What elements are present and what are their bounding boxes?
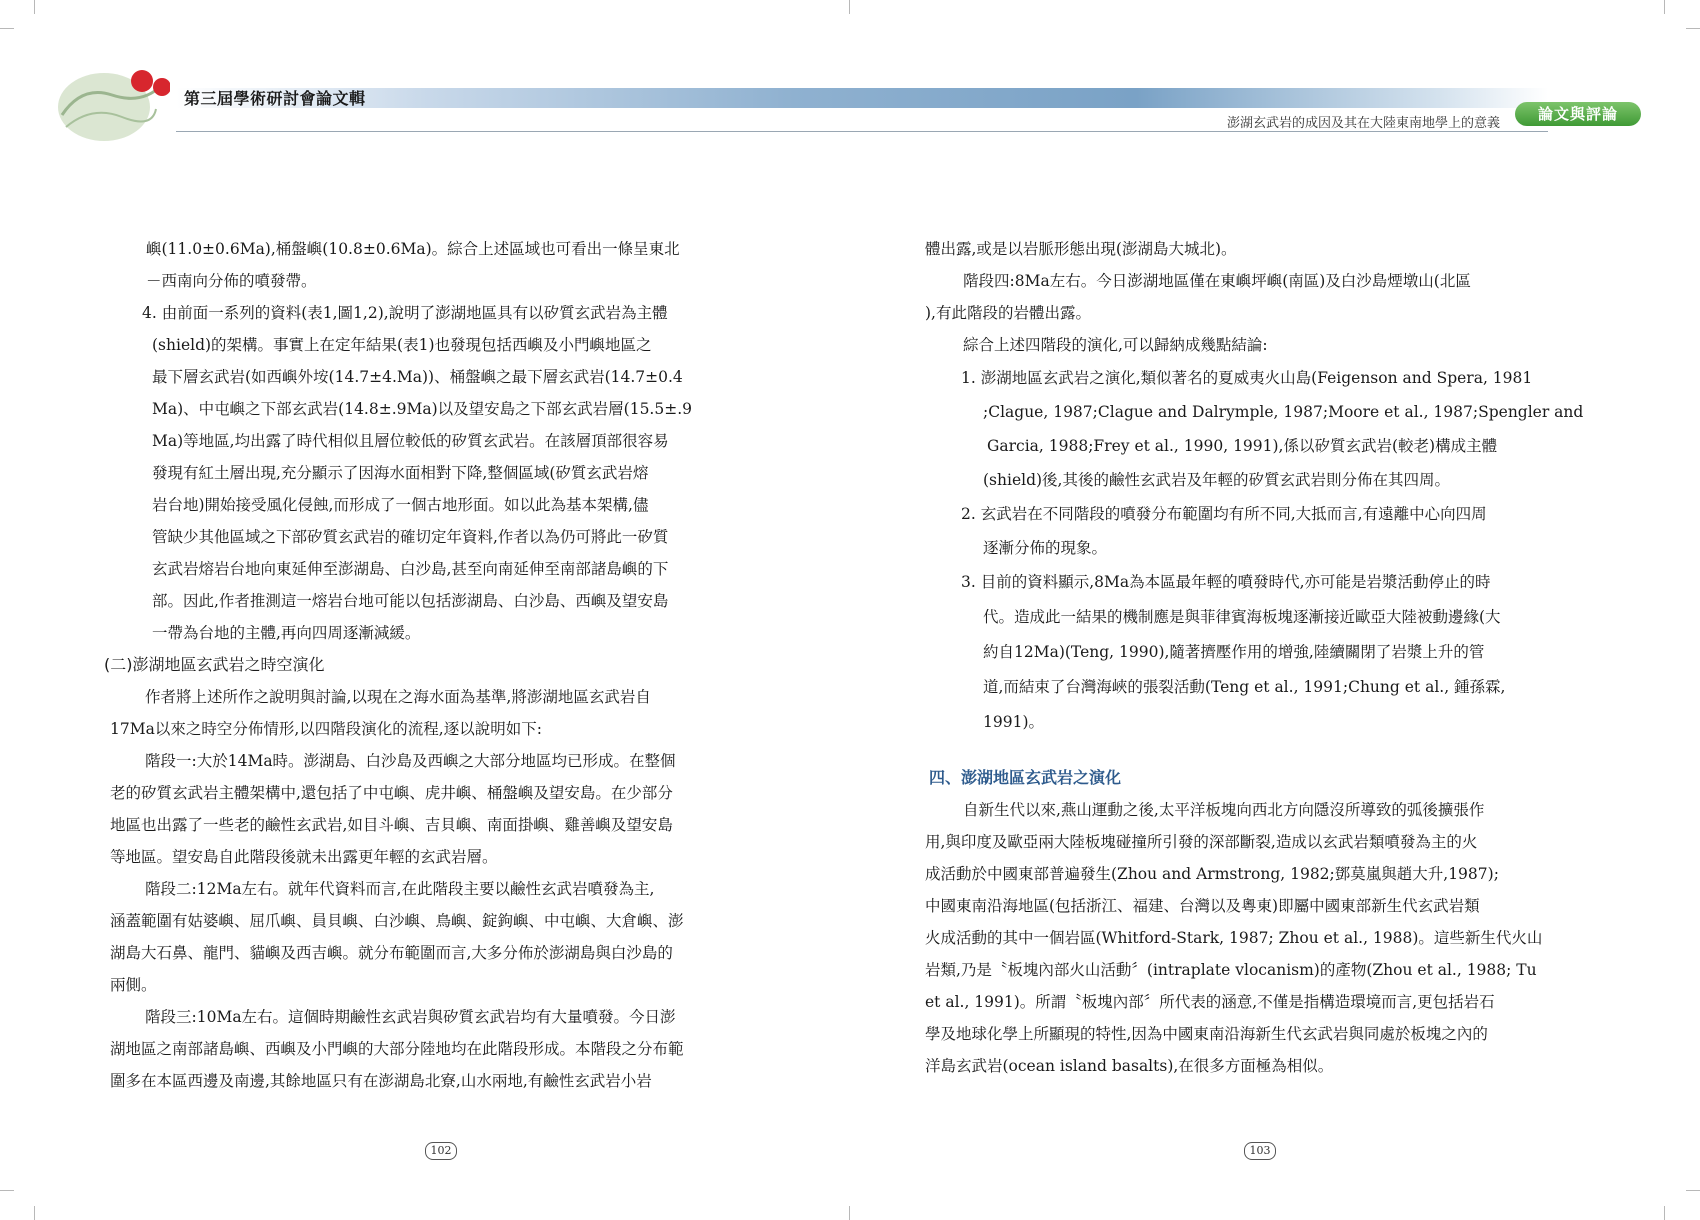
page-number-left: 102 [425, 1142, 457, 1160]
crop-mark [0, 1190, 14, 1191]
section-heading: 四、澎湖地區玄武岩之演化 [929, 768, 1122, 787]
paragraph-stage-1 [110, 745, 780, 873]
text-line: 2. 玄武岩在不同階段的噴發分布範圍均有所不同,大抵而言,有遠離中心向四周 [961, 505, 1487, 523]
text-line: 3. 目前的資料顯示,8Ma為本區最年輕的噴發時代,亦可能是岩漿活動停止的時 [961, 573, 1491, 591]
text-line: 涵蓋範圍有姑婆嶼、屈爪嶼、員貝嶼、白沙嶼、鳥嶼、錠鉤嶼、中屯嶼、大倉嶼、澎 [110, 912, 684, 930]
conclusion-item-1 [925, 361, 1595, 497]
text-line: 火成活動的其中一個岩區(Whitford-Stark, 1987; Zhou et al., 1988)。這些新生代火山 [925, 929, 1543, 947]
paragraph-stage-3 [110, 1001, 780, 1097]
text-line: Ma)、中屯嶼之下部玄武岩(14.8±.9Ma)以及望安島之下部玄武岩層(15.5±.9 [152, 400, 692, 418]
text-line: 岩類,乃是〝板塊內部火山活動〞(intraplate vlocanism)的產物(Zhou et al., 1988; Tu [925, 961, 1537, 979]
text-line: (shield)後,其後的鹼性玄武岩及年輕的矽質玄武岩則分佈在其四周。 [983, 471, 1450, 489]
paragraph: 綜合上述四階段的演化,可以歸納成幾點結論: [963, 336, 1268, 354]
paragraph [110, 681, 780, 745]
penghu-research-logo [52, 55, 170, 147]
page-number-right: 103 [1244, 1142, 1276, 1160]
list-item-4 [110, 297, 780, 649]
text-line: 階段三:10Ma左右。這個時期鹼性玄武岩與矽質玄武岩均有大量噴發。今日澎 [145, 1008, 676, 1026]
crop-mark [0, 28, 14, 29]
text-line: ;Clague, 1987;Clague and Dalrymple, 1987;Moore et al., 1987;Spengler and [983, 403, 1584, 421]
text-line: 洋島玄武岩(ocean island basalts),在很多方面極為相似。 [925, 1057, 1334, 1075]
text-line: 代。造成此一結果的機制應是與菲律賓海板塊逐漸接近歐亞大陸被動邊緣(大 [983, 608, 1501, 626]
text-line: 最下層玄武岩(如西嶼外垵(14.7±4.Ma))、桶盤嶼之最下層玄武岩(14.7±0.4 [152, 368, 683, 386]
subsection-heading: (二)澎湖地區玄武岩之時空演化 [104, 655, 325, 674]
text-line: －西南向分佈的噴發帶。 [146, 272, 317, 290]
text-line: Garcia, 1988;Frey et al., 1990, 1991),係以矽質玄武岩(較老)構成主體 [987, 437, 1498, 455]
text-line: 道,而結束了台灣海峽的張裂活動(Teng et al., 1991;Chung et al., 鍾孫霖, [983, 678, 1506, 696]
text-line: 用,與印度及歐亞兩大陸板塊碰撞所引發的深部斷裂,造成以玄武岩類噴發為主的火 [925, 833, 1478, 851]
crop-mark [1686, 1190, 1700, 1191]
text-line: Ma)等地區,均出露了時代相似且層位較低的矽質玄武岩。在該層頂部很容易 [152, 432, 669, 450]
text-line: et al., 1991)。所謂〝板塊內部〞所代表的涵意,不僅是指構造環境而言,更包括岩石 [925, 993, 1495, 1011]
text-line: (shield)的架構。事實上在定年結果(表1)也發現包括西嶼及小門嶼地區之 [152, 336, 652, 354]
text-line: 地區也出露了一些老的鹼性玄武岩,如目斗嶼、吉貝嶼、南面掛嶼、雞善嶼及望安島 [110, 816, 673, 834]
text-line: 兩側。 [110, 976, 157, 994]
text-line: 逐漸分佈的現象。 [983, 539, 1108, 557]
text-line: 17Ma以來之時空分佈情形,以四階段演化的流程,逐以說明如下: [110, 720, 542, 738]
header-rule [176, 131, 1548, 132]
left-column [104, 233, 780, 1097]
text-line: 中國東南沿海地區(包括浙江、福建、台灣以及粵東)即屬中國東部新生代玄武岩類 [925, 897, 1480, 915]
article-running-title: 澎湖玄武岩的成因及其在大陸東南地學上的意義 [1226, 116, 1500, 131]
text-line: 學及地球化學上所顯現的特性,因為中國東南沿海新生代玄武岩與同處於板塊之內的 [925, 1025, 1488, 1043]
crop-mark [1664, 1206, 1665, 1220]
text-line: 階段四:8Ma左右。今日澎湖地區僅在東嶼坪嶼(南區)及白沙島煙墩山(北區 [963, 272, 1471, 290]
text-line: 1991)。 [983, 713, 1044, 731]
text-line: 4. 由前面一系列的資料(表1,圖1,2),說明了澎湖地區具有以矽質玄武岩為主體 [142, 304, 668, 322]
text-line: 作者將上述所作之說明與討論,以現在之海水面為基準,將澎湖地區玄武岩自 [145, 688, 651, 706]
conclusion-item-2 [925, 497, 1595, 565]
text-line: 部。因此,作者推測這一熔岩台地可能以包括澎湖島、白沙島、西嶼及望安島 [152, 592, 669, 610]
conclusion-item-3 [925, 565, 1595, 740]
paragraph-stage-2 [110, 873, 780, 1001]
text-line: 湖島大石鼻、龍門、貓嶼及西吉嶼。就分布範圍而言,大多分佈於澎湖島與白沙島的 [110, 944, 673, 962]
text-line: 管缺少其他區域之下部矽質玄武岩的確切定年資料,作者以為仍可將此一矽質 [152, 528, 669, 546]
header-band [176, 88, 1548, 108]
paragraph-stage-4 [925, 265, 1595, 329]
text-line: 湖地區之南部諸島嶼、西嶼及小門嶼的大部分陸地均在此階段形成。本階段之分布範 [110, 1040, 684, 1058]
crop-mark [1686, 28, 1700, 29]
text-line: 成活動於中國東部普遍發生(Zhou and Armstrong, 1982;鄧莫嵐與趙大升,1987); [925, 865, 1499, 883]
text-line: 階段一:大於14Ma時。澎湖島、白沙島及西嶼之大部分地區均已形成。在整個 [145, 752, 676, 770]
text-line: 一帶為台地的主體,再向四周逐漸減緩。 [152, 624, 421, 642]
text-line: 階段二:12Ma左右。就年代資料而言,在此階段主要以鹼性玄武岩噴發為主, [145, 880, 655, 898]
paragraph [925, 794, 1595, 1082]
paragraph: 體出露,或是以岩脈形態出現(澎湖島大城北)。 [925, 240, 1237, 258]
text-line: 約自12Ma)(Teng, 1990),隨著擠壓作用的增強,陸續關閉了岩漿上升的管 [983, 643, 1485, 661]
text-line: 發現有紅土層出現,充分顯示了因海水面相對下降,整個區域(矽質玄武岩熔 [152, 464, 649, 482]
right-column [925, 233, 1595, 1082]
text-line: 嶼(11.0±0.6Ma),桶盤嶼(10.8±0.6Ma)。綜合上述區域也可看出一條呈東北 [146, 240, 680, 258]
text-line: 老的矽質玄武岩主體架構中,還包括了中屯嶼、虎井嶼、桶盤嶼及望安島。在少部分 [110, 784, 673, 802]
text-line: 玄武岩熔岩台地向東延伸至澎湖島、白沙島,甚至向南延伸至南部諸島嶼的下 [152, 560, 669, 578]
section-badge: 論文與評論 [1515, 102, 1641, 126]
paragraph [110, 233, 780, 297]
text-line: ),有此階段的岩體出露。 [925, 304, 1091, 322]
crop-mark [849, 1206, 850, 1220]
crop-mark [1664, 0, 1665, 14]
text-line: 自新生代以來,燕山運動之後,太平洋板塊向西北方向隱沒所導致的弧後擴張作 [963, 801, 1485, 819]
text-line: 岩台地)開始接受風化侵蝕,而形成了一個古地形面。如以此為基本架構,儘 [152, 496, 649, 514]
crop-mark [849, 0, 850, 14]
text-line: 1. 澎湖地區玄武岩之演化,類似著名的夏威夷火山島(Feigenson and Spera, 1981 [961, 369, 1533, 387]
crop-mark [34, 1206, 35, 1220]
text-line: 等地區。望安島自此階段後就未出露更年輕的玄武岩層。 [110, 848, 498, 866]
series-title: 第三屆學術研討會論文輯 [184, 89, 366, 108]
text-line: 圍多在本區西邊及南邊,其餘地區只有在澎湖島北寮,山水兩地,有鹼性玄武岩小岩 [110, 1072, 652, 1090]
crop-mark [34, 0, 35, 14]
